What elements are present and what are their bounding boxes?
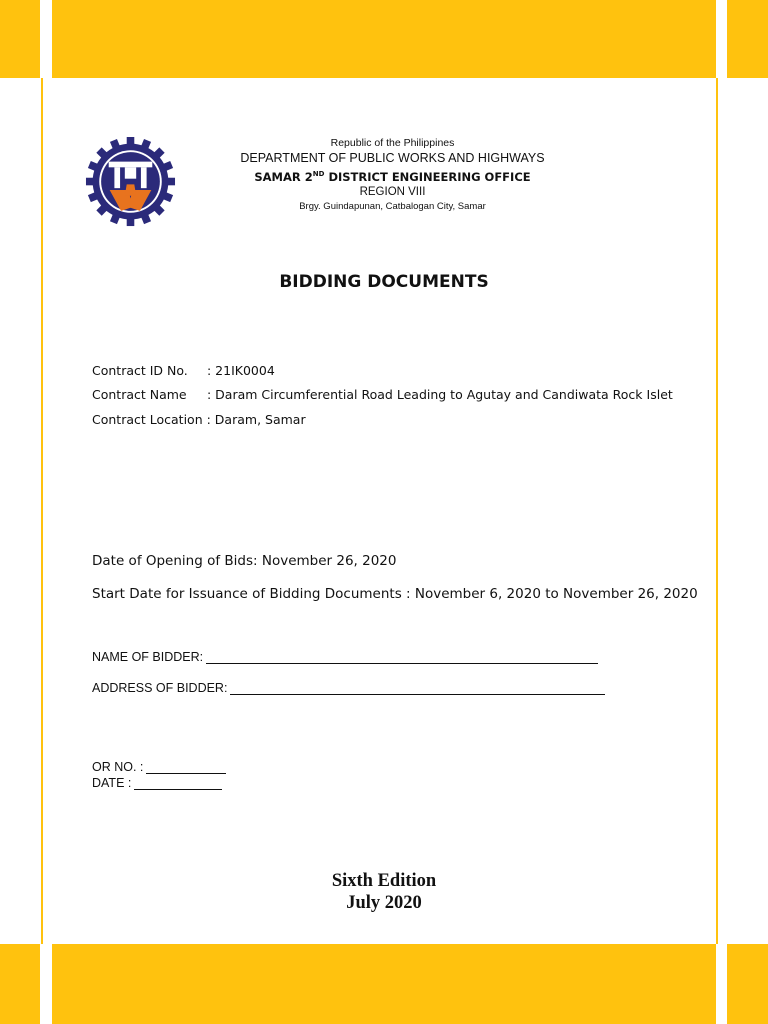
contract-location-value: : Daram, Samar	[206, 411, 306, 427]
or-number-label: OR NO. :	[92, 760, 144, 774]
top-band-right	[727, 0, 768, 78]
bottom-band-left	[0, 944, 40, 1024]
republic-line: Republic of the Philippines	[330, 137, 455, 149]
edition-line: Sixth Edition	[331, 871, 437, 891]
date-field	[92, 776, 222, 790]
top-band-center	[52, 0, 716, 78]
bidder-address-field	[92, 681, 605, 695]
department-line: DEPARTMENT OF PUBLIC WORKS AND HIGHWAYS	[240, 151, 545, 165]
top-band-left	[0, 0, 40, 78]
contract-name-row	[92, 383, 673, 408]
bidder-name-field	[92, 650, 598, 664]
issuance-date: Start Date for Issuance of Bidding Documents : November 6, 2020 to November 26, 2020	[92, 586, 698, 602]
address-line: Brgy. Guindapunan, Catbalogan City, Samar	[299, 200, 486, 212]
edition-date: July 2020	[346, 893, 422, 913]
document-title: BIDDING DOCUMENTS	[279, 272, 489, 292]
contract-location-row	[92, 407, 673, 432]
office-line: SAMAR 2ND DISTRICT ENGINEERING OFFICE	[254, 169, 531, 184]
contract-id-row	[92, 358, 673, 383]
contract-id-label: Contract ID No.	[92, 362, 188, 378]
date-blank	[134, 778, 222, 790]
opening-date: Date of Opening of Bids: November 26, 2020	[92, 553, 397, 569]
contract-name-value: : Daram Circumferential Road Leading to Agutay and Candiwata Rock Islet	[207, 387, 673, 403]
right-border-line	[716, 78, 718, 944]
contract-location-label: Contract Location	[92, 411, 203, 427]
bottom-band-center	[52, 944, 716, 1024]
bidder-name-label: NAME OF BIDDER:	[92, 650, 204, 664]
contract-name-label: Contract Name	[92, 387, 187, 403]
or-number-field	[92, 760, 226, 774]
or-number-blank	[146, 762, 226, 774]
bidder-address-label: ADDRESS OF BIDDER:	[92, 681, 228, 695]
bottom-band-right	[727, 944, 768, 1024]
left-border-line	[41, 78, 43, 944]
contract-details	[92, 358, 673, 432]
office-header	[200, 136, 585, 214]
bidder-name-blank	[206, 651, 598, 664]
date-label: DATE :	[92, 776, 132, 790]
bidder-address-blank	[230, 682, 605, 695]
edition-block	[0, 870, 768, 914]
dpwh-logo-icon	[83, 137, 178, 227]
contract-id-value: : 21IK0004	[207, 362, 275, 378]
region-line: REGION VIII	[359, 185, 426, 198]
